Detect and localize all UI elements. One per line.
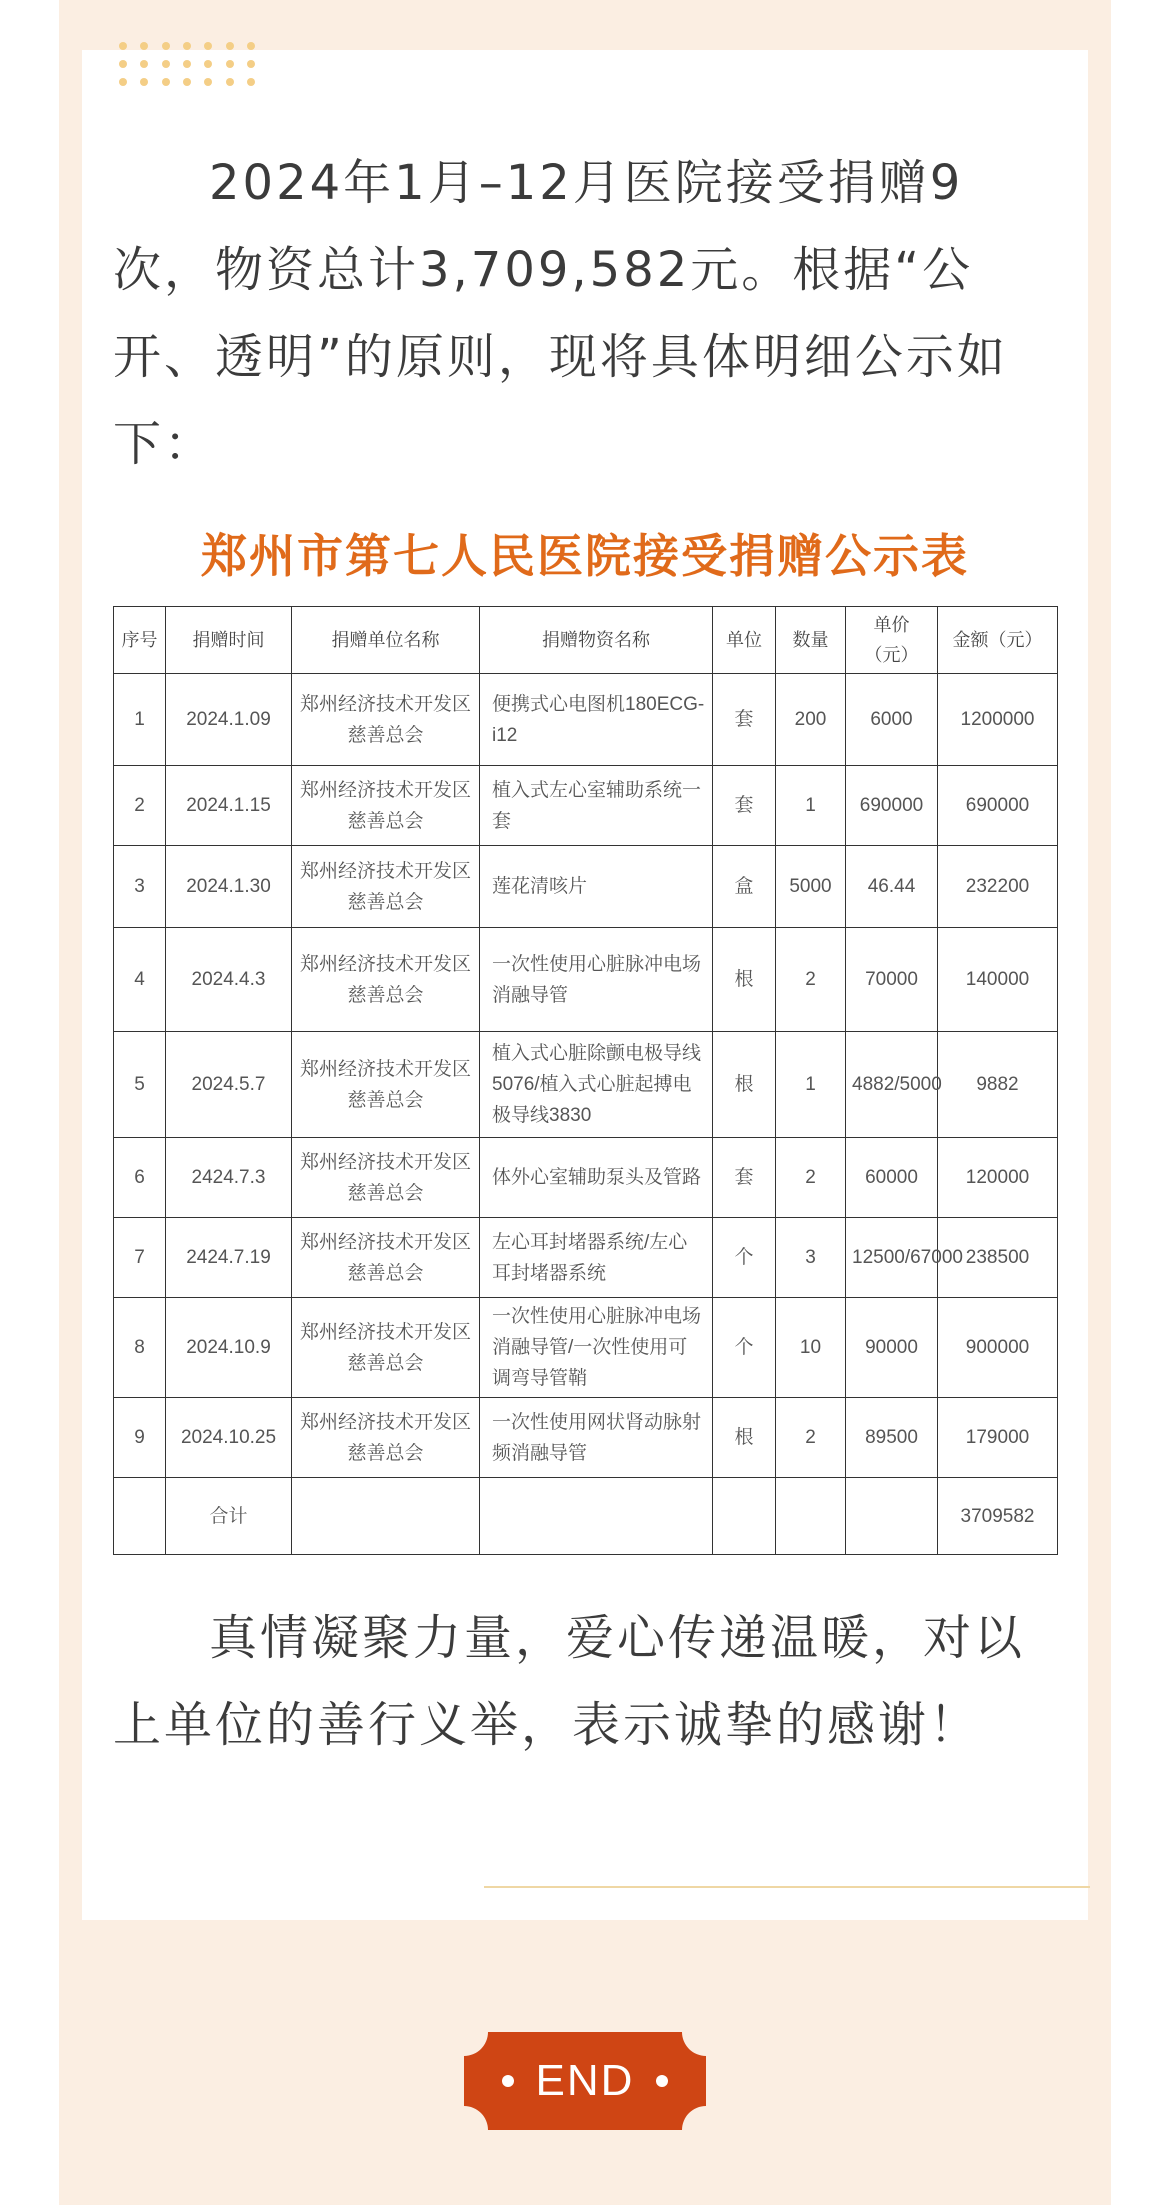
cell-item: 体外心室辅助泵头及管路 (480, 1138, 713, 1218)
cell-price: 4882/5000 (846, 1032, 938, 1138)
cell-qty: 1 (776, 766, 846, 846)
cell-qty: 1 (776, 1032, 846, 1138)
cell-unit: 盒 (713, 846, 776, 928)
cell-donor: 郑州经济技术开发区慈善总会 (292, 1218, 480, 1298)
cell-amount: 238500 (938, 1218, 1058, 1298)
cell-donor: 郑州经济技术开发区慈善总会 (292, 1298, 480, 1398)
intro-paragraph: 2024年1月–12月医院接受捐赠9次，物资总计3,709,582元。根据“公开、透明”的原则，现将具体明细公示如下： (113, 155, 1008, 472)
total-empty-cell (292, 1478, 480, 1555)
cell-item: 莲花清咳片 (480, 846, 713, 928)
cell-amount: 140000 (938, 928, 1058, 1032)
total-seq-cell (114, 1478, 166, 1555)
cell-qty: 3 (776, 1218, 846, 1298)
table-title: 郑州市第七人民医院接受捐赠公示表 (201, 529, 969, 583)
header-price: 单价（元） (846, 607, 938, 674)
cell-seq: 2 (114, 766, 166, 846)
cell-price: 6000 (846, 674, 938, 766)
cell-price: 60000 (846, 1138, 938, 1218)
cell-date: 2424.7.3 (166, 1138, 292, 1218)
table-row (114, 1218, 1058, 1298)
total-empty-cell (776, 1478, 846, 1555)
total-row (114, 1478, 1058, 1555)
table-header-row (114, 607, 1058, 674)
cell-date: 2024.1.15 (166, 766, 292, 846)
cell-seq: 7 (114, 1218, 166, 1298)
header-seq: 序号 (114, 607, 166, 674)
cell-price: 12500/67000 (846, 1218, 938, 1298)
table-row (114, 1032, 1058, 1138)
cell-item: 植入式心脏除颤电极导线5076/植入式心脏起搏电极导线3830 (480, 1032, 713, 1138)
cell-qty: 200 (776, 674, 846, 766)
closing-paragraph: 真情凝聚力量，爱心传递温暖，对以上单位的善行义举，表示诚挚的感谢！ (113, 1610, 1026, 1753)
header-amount: 金额（元） (938, 607, 1058, 674)
cell-seq: 9 (114, 1398, 166, 1478)
donation-table (113, 606, 1058, 1555)
cell-unit: 根 (713, 1032, 776, 1138)
cell-unit: 根 (713, 1398, 776, 1478)
table-row (114, 846, 1058, 928)
cell-amount: 120000 (938, 1138, 1058, 1218)
total-empty-cell (713, 1478, 776, 1555)
table-row (114, 674, 1058, 766)
cell-qty: 5000 (776, 846, 846, 928)
cell-unit: 个 (713, 1298, 776, 1398)
header-item: 捐赠物资名称 (480, 607, 713, 674)
header-unit: 单位 (713, 607, 776, 674)
divider-line (484, 1886, 1090, 1888)
table-row (114, 766, 1058, 846)
table-row (114, 1138, 1058, 1218)
header-date: 捐赠时间 (166, 607, 292, 674)
cell-amount: 9882 (938, 1032, 1058, 1138)
cell-price: 90000 (846, 1298, 938, 1398)
cell-donor: 郑州经济技术开发区慈善总会 (292, 928, 480, 1032)
cell-seq: 5 (114, 1032, 166, 1138)
cell-qty: 2 (776, 928, 846, 1032)
cell-seq: 1 (114, 674, 166, 766)
table-row (114, 1398, 1058, 1478)
end-badge (464, 2032, 706, 2130)
cell-qty: 2 (776, 1398, 846, 1478)
cell-unit: 个 (713, 1218, 776, 1298)
cell-price: 70000 (846, 928, 938, 1032)
cell-donor: 郑州经济技术开发区慈善总会 (292, 1398, 480, 1478)
cell-date: 2024.10.25 (166, 1398, 292, 1478)
total-empty-cell (480, 1478, 713, 1555)
total-label: 合计 (166, 1478, 292, 1555)
end-label: END (535, 2056, 635, 2105)
cell-amount: 900000 (938, 1298, 1058, 1398)
cell-amount: 179000 (938, 1398, 1058, 1478)
cell-unit: 根 (713, 928, 776, 1032)
cell-date: 2024.4.3 (166, 928, 292, 1032)
cell-qty: 10 (776, 1298, 846, 1398)
cell-donor: 郑州经济技术开发区慈善总会 (292, 674, 480, 766)
cell-amount: 690000 (938, 766, 1058, 846)
cell-date: 2424.7.19 (166, 1218, 292, 1298)
cell-donor: 郑州经济技术开发区慈善总会 (292, 1138, 480, 1218)
header-qty: 数量 (776, 607, 846, 674)
total-amount: 3709582 (938, 1478, 1058, 1555)
cell-seq: 3 (114, 846, 166, 928)
cell-price: 89500 (846, 1398, 938, 1478)
cell-price: 46.44 (846, 846, 938, 928)
cell-item: 植入式左心室辅助系统一套 (480, 766, 713, 846)
table-row (114, 928, 1058, 1032)
cell-seq: 6 (114, 1138, 166, 1218)
cell-item: 一次性使用心脏脉冲电场消融导管 (480, 928, 713, 1032)
header-donor: 捐赠单位名称 (292, 607, 480, 674)
cell-unit: 套 (713, 1138, 776, 1218)
cell-unit: 套 (713, 766, 776, 846)
cell-seq: 4 (114, 928, 166, 1032)
decorative-dots (112, 37, 262, 91)
cell-price: 690000 (846, 766, 938, 846)
cell-seq: 8 (114, 1298, 166, 1398)
cell-unit: 套 (713, 674, 776, 766)
cell-date: 2024.1.09 (166, 674, 292, 766)
table-row (114, 1298, 1058, 1398)
cell-date: 2024.1.30 (166, 846, 292, 928)
cell-qty: 2 (776, 1138, 846, 1218)
total-empty-cell (846, 1478, 938, 1555)
cell-amount: 232200 (938, 846, 1058, 928)
cell-donor: 郑州经济技术开发区慈善总会 (292, 1032, 480, 1138)
cell-amount: 1200000 (938, 674, 1058, 766)
cell-donor: 郑州经济技术开发区慈善总会 (292, 846, 480, 928)
cell-date: 2024.10.9 (166, 1298, 292, 1398)
cell-item: 一次性使用心脏脉冲电场消融导管/一次性使用可调弯导管鞘 (480, 1298, 713, 1398)
cell-item: 便携式心电图机180ECG-i12 (480, 674, 713, 766)
cell-donor: 郑州经济技术开发区慈善总会 (292, 766, 480, 846)
cell-item: 左心耳封堵器系统/左心耳封堵器系统 (480, 1218, 713, 1298)
cell-item: 一次性使用网状肾动脉射频消融导管 (480, 1398, 713, 1478)
cell-date: 2024.5.7 (166, 1032, 292, 1138)
